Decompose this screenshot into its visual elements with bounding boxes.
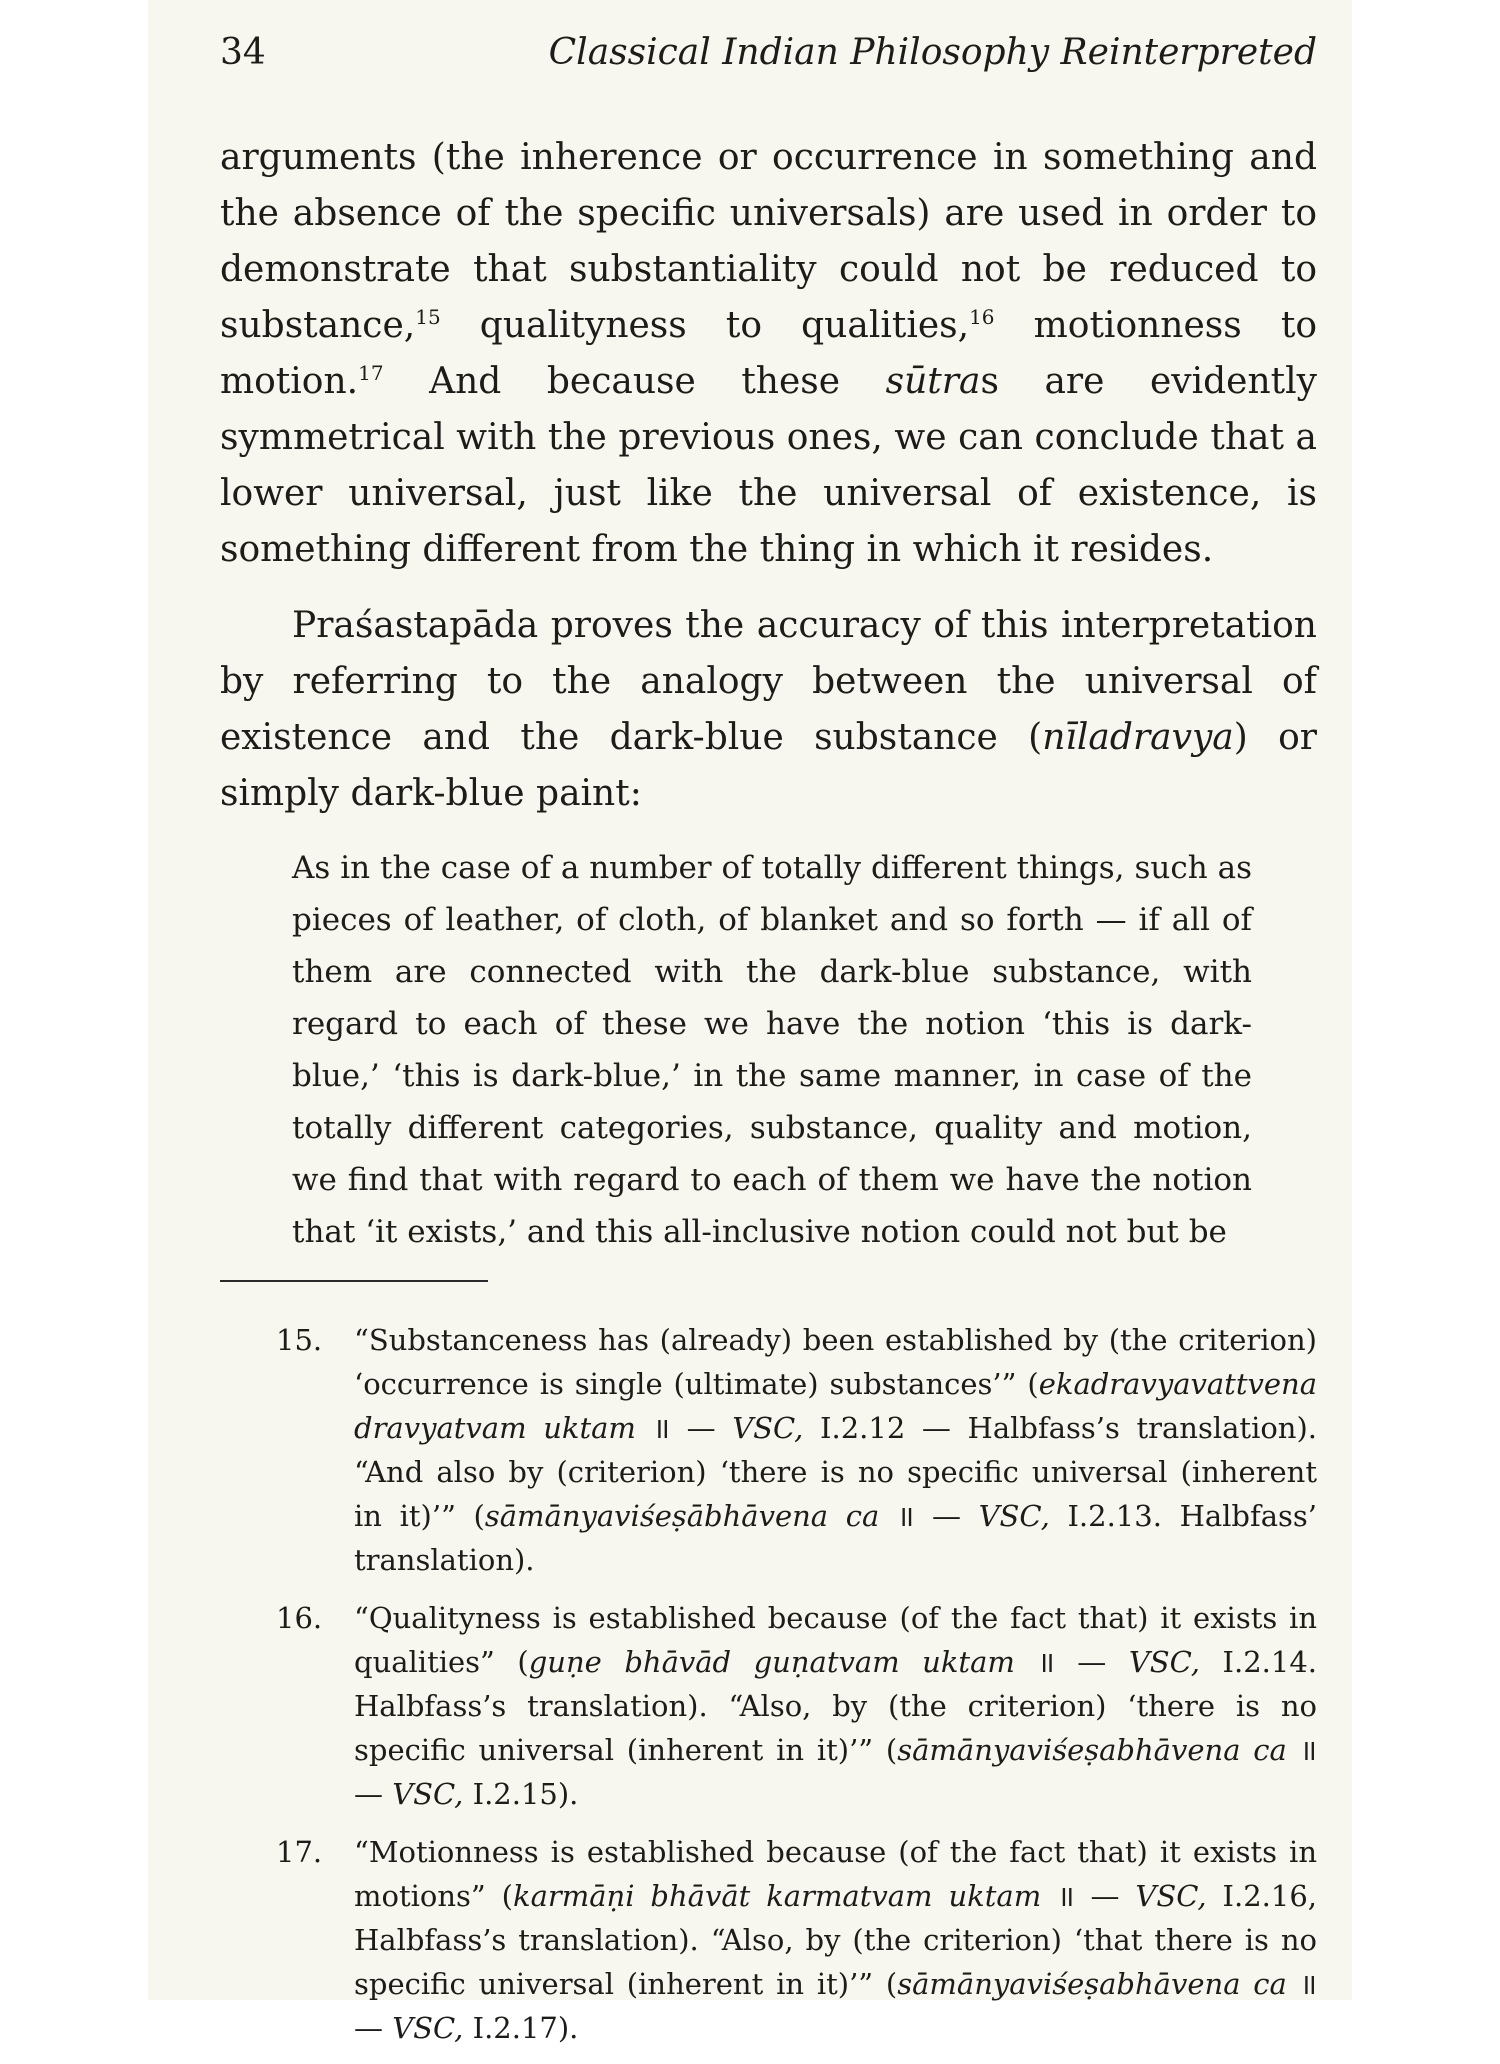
citation-abbrev: VSC, bbox=[1128, 1645, 1201, 1679]
footnote-17 bbox=[220, 1830, 1317, 2050]
paragraph-1-text: arguments (the inherence or occurrence in something and the absence of the specific universals) are used in order to demonstrate that substantiality could not be reduced to substance, bbox=[220, 137, 1317, 346]
running-title: Classical Indian Philosophy Reinterpreted bbox=[548, 32, 1317, 73]
footnote-text: “Substanceness has (already) been established by (the criterion) ‘occurrence is single (ultimate) substances’” ( bbox=[354, 1323, 1317, 1401]
sanskrit-term: nīladravya bbox=[1042, 717, 1234, 758]
block-quote: As in the case of a number of totally different things, such as pieces of leather, of cloth, of blanket and so forth — if all of them are connected with the dark-blue substance, with regard to each of these we have the notion ‘this is dark-blue,’ ‘this is dark-blue,’ in the same manner, in case of the totally different categories, substance, quality and motion, we find that with regard to each of them we have the notion that ‘it exists,’ and this all-inclusive notion could not but be bbox=[292, 850, 1252, 1250]
footnote-text: I.2.14. Halbfass’s translation). “Also, by (the criterion) ‘there is no specific universal (inherent in it)’” ( bbox=[354, 1645, 1318, 1767]
footnotes bbox=[220, 1318, 1317, 2064]
footnote-text: ॥ — bbox=[879, 1499, 979, 1533]
citation-abbrev: VSC, bbox=[978, 1499, 1050, 1533]
citation-abbrev: VSC, bbox=[732, 1411, 804, 1445]
paragraph-1-text: qualityness to qualities, bbox=[440, 305, 970, 346]
sanskrit-term: ekadravyavattvena dravyatvam uktam bbox=[354, 1367, 1317, 1445]
citation-abbrev: VSC, bbox=[392, 1777, 464, 1811]
sanskrit-term: sāmānyaviśeṣabhāvena ca bbox=[897, 1733, 1287, 1767]
footnote-ref-17: 17 bbox=[358, 361, 384, 385]
footnote-text: ॥ — bbox=[354, 1733, 1318, 1811]
paragraph-2 bbox=[220, 598, 1317, 822]
page-number: 34 bbox=[220, 32, 266, 73]
paragraph-1 bbox=[220, 130, 1317, 578]
paragraph-1-text: s are evidently symmetrical with the previous ones, we can conclude that a lower universal, just like the universal of existence, is something different from the thing in which it resides. bbox=[220, 361, 1317, 570]
footnote-text: I.2.13. Halbfass’ translation). bbox=[354, 1499, 1317, 1577]
paragraph-1-text: motionness to motion. bbox=[220, 305, 1318, 402]
footnote-text: “Qualityness is established because (of the fact that) it exists in qualities” ( bbox=[354, 1601, 1317, 1679]
footnote-text: “Motionness is established because (of the fact that) it exists in motions” ( bbox=[354, 1835, 1317, 1913]
footnote-divider bbox=[220, 1280, 488, 1282]
footnote-16 bbox=[220, 1596, 1317, 1816]
citation-abbrev: VSC, bbox=[1135, 1879, 1207, 1913]
sanskrit-term: sāmānyaviśeṣabhāvena ca bbox=[897, 1967, 1287, 2001]
footnote-text: ॥ — bbox=[354, 1967, 1318, 2045]
sanskrit-term: karmāṇi bhāvāt karmatvam uktam bbox=[513, 1879, 1042, 1913]
footnote-text: I.2.12 — Halbfass’s translation). “And also by (criterion) ‘there is no specific universal (inherent in it)’” ( bbox=[354, 1411, 1318, 1533]
footnote-text: I.2.15). bbox=[463, 1777, 579, 1811]
book-page bbox=[148, 0, 1352, 2045]
footnote-text: ॥ — bbox=[635, 1411, 733, 1445]
sanskrit-term: sūtra bbox=[885, 361, 981, 402]
sanskrit-term: sāmānyaviśeṣābhāvena ca bbox=[484, 1499, 880, 1533]
footnote-ref-15: 15 bbox=[415, 305, 441, 329]
citation-abbrev: VSC, bbox=[392, 2011, 464, 2045]
footnote-text: I.2.16, Halbfass’s translation). “Also, by (the criterion) ‘that there is no specific universal (inherent in it)’” ( bbox=[354, 1879, 1318, 2001]
footnote-text: ॥ — bbox=[1041, 1879, 1136, 1913]
footnote-number: 16. bbox=[276, 1601, 323, 1635]
footnote-text: ॥ — bbox=[1014, 1645, 1129, 1679]
sanskrit-term: guṇe bhāvād guṇatvam uktam bbox=[528, 1645, 1015, 1679]
page-header bbox=[220, 28, 1317, 78]
paragraph-1-text: And because these bbox=[383, 361, 886, 402]
footnote-text: I.2.17). bbox=[463, 2011, 579, 2045]
footnote-number: 15. bbox=[276, 1323, 323, 1357]
main-text bbox=[220, 130, 1317, 1258]
footnote-15 bbox=[220, 1318, 1317, 1582]
paragraph-2-text: ) or simply dark-blue paint: bbox=[220, 717, 1318, 814]
footnote-ref-16: 16 bbox=[969, 305, 995, 329]
footnote-number: 17. bbox=[276, 1835, 323, 1869]
paragraph-2-text: Praśastapāda proves the accuracy of this interpretation by referring to the analogy between the universal of existence and the dark-blue substance ( bbox=[220, 605, 1317, 758]
